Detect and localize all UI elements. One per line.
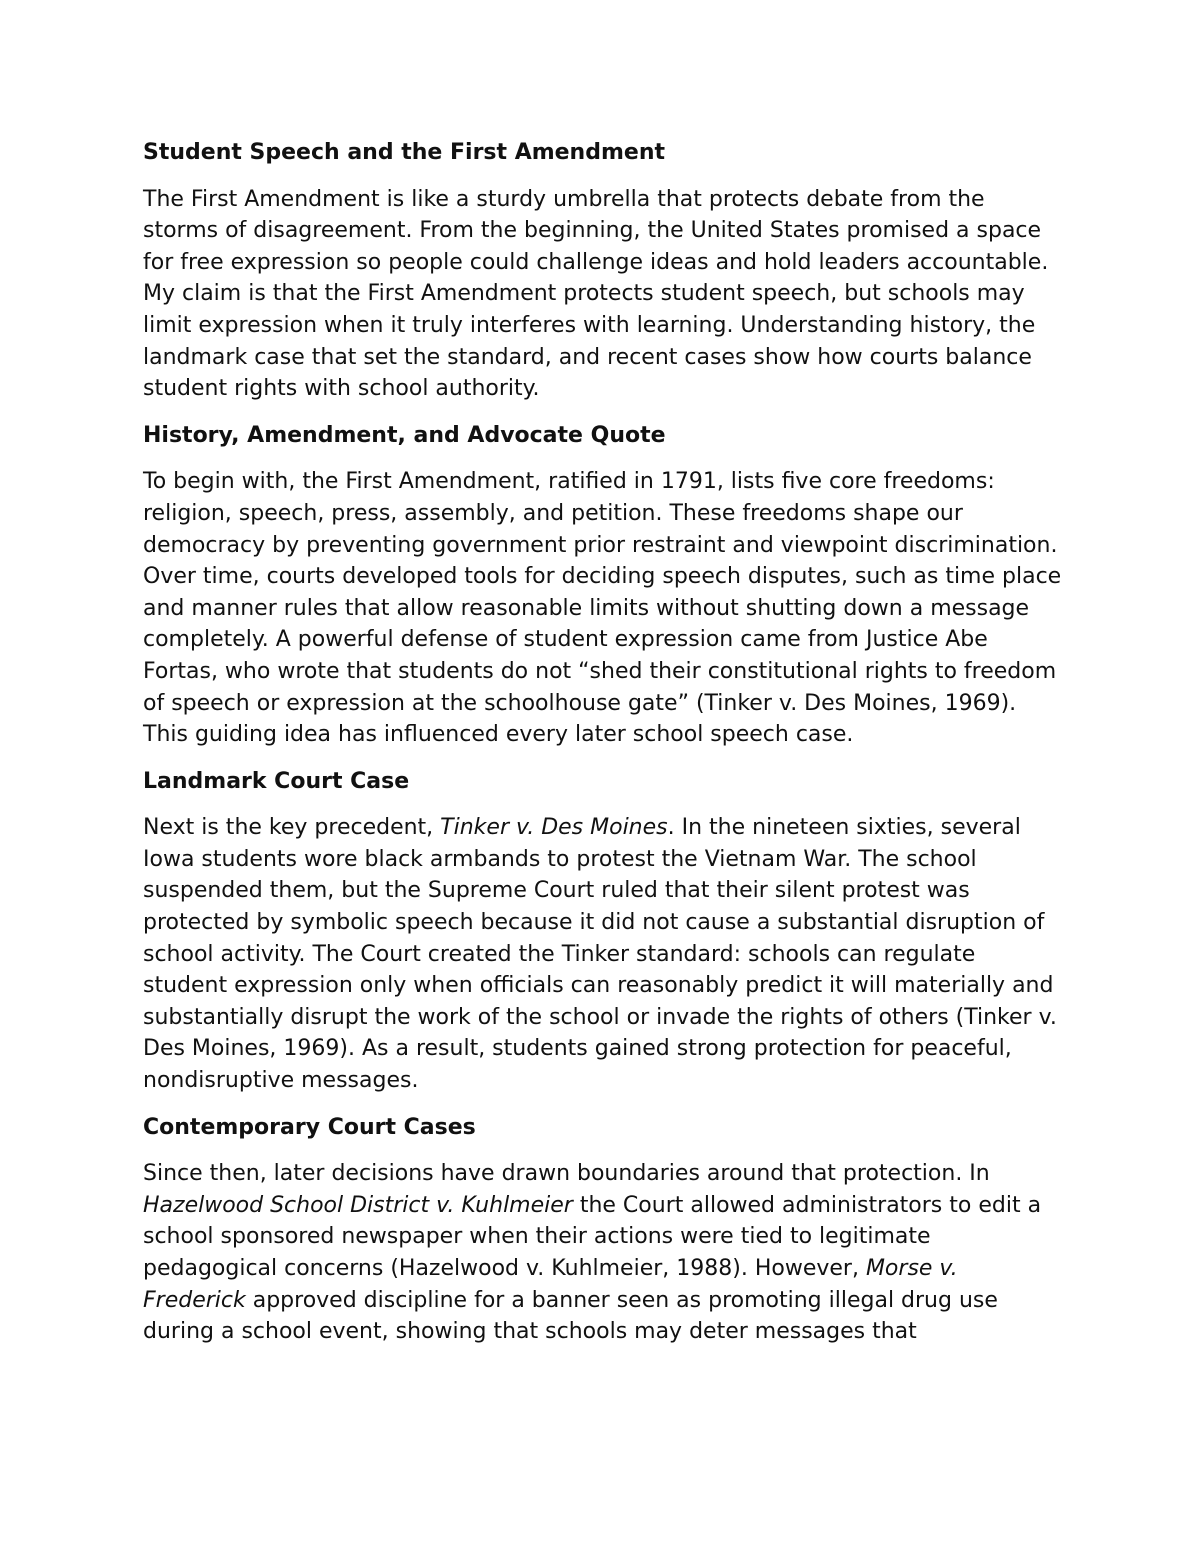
case-name-morse: Morse v. Frederick (143, 1256, 958, 1313)
contemporary-paragraph (143, 1158, 1063, 1348)
case-name-tinker: Tinker v. Des Moines (440, 815, 668, 841)
history-paragraph: To begin with, the First Amendment, ratified in 1791, lists five core freedoms: religion, speech, press, assembly, and petition. These freedoms shape our democracy by preventing government prior restraint and viewpoint discrimination. Over time, courts developed tools for deciding speech disputes, such as time place and manner rules that allow reasonable limits without shutting down a message completely. A powerful defense of student expression came from Justice Abe Fortas, who wrote that students do not “shed their constitutional rights to freedom of speech or expression at the schoolhouse gate” (Tinker v. Des Moines, 1969). This guiding idea has influenced every later school speech case. (143, 469, 1062, 748)
document-title: Student Speech and the First Amendment (143, 140, 665, 165)
document-body (143, 137, 1063, 1363)
section-heading-history: History, Amendment, and Advocate Quote (143, 422, 666, 448)
landmark-lead: Next is the key precedent, (143, 815, 441, 841)
landmark-paragraph (143, 812, 1063, 1096)
intro-paragraph: The First Amendment is like a sturdy umbrella that protects debate from the storms of disagreement. From the beginning, the United States promised a space for free expression so people could challenge ideas and hold leaders accountable. My claim is that the First Amendment protects student speech, but schools may limit expression when it truly interferes with learning. Understanding history, the landmark case that set the standard, and recent cases show how courts balance student rights with school authority. (143, 186, 1049, 402)
contemporary-lead: Since then, later decisions have drawn boundaries around that protection. In (143, 1161, 990, 1187)
section-heading-landmark: Landmark Court Case (143, 768, 410, 794)
contemporary-mid: the Court allowed administrators to edit a school sponsored newspaper when their actions were tied to legitimate pedagogical concerns (Hazelwood v. Kuhlmeier, 1988). However, (143, 1192, 1042, 1281)
case-name-hazelwood: Hazelwood School District v. Kuhlmeier (143, 1192, 573, 1218)
landmark-text: . In the nineteen sixties, several Iowa students wore black armbands to protest the Vietnam War. The school suspended them, but the Supreme Court ruled that their silent protest was protected by symbolic speech because it did not cause a substantial disruption of school activity. The Court created the Tinker standard: schools can regulate student expression only when officials can reasonably predict it will materially and substantially disrupt the work of the school or invade the rights of others (Tinker v. Des Moines, 1969). As a result, students gained strong protection for peaceful, nondisruptive messages. (143, 815, 1057, 1094)
section-heading-contemporary: Contemporary Court Cases (143, 1114, 476, 1140)
contemporary-tail: approved discipline for a banner seen as promoting illegal drug use during a school event, showing that schools may deter messages that (143, 1287, 998, 1345)
